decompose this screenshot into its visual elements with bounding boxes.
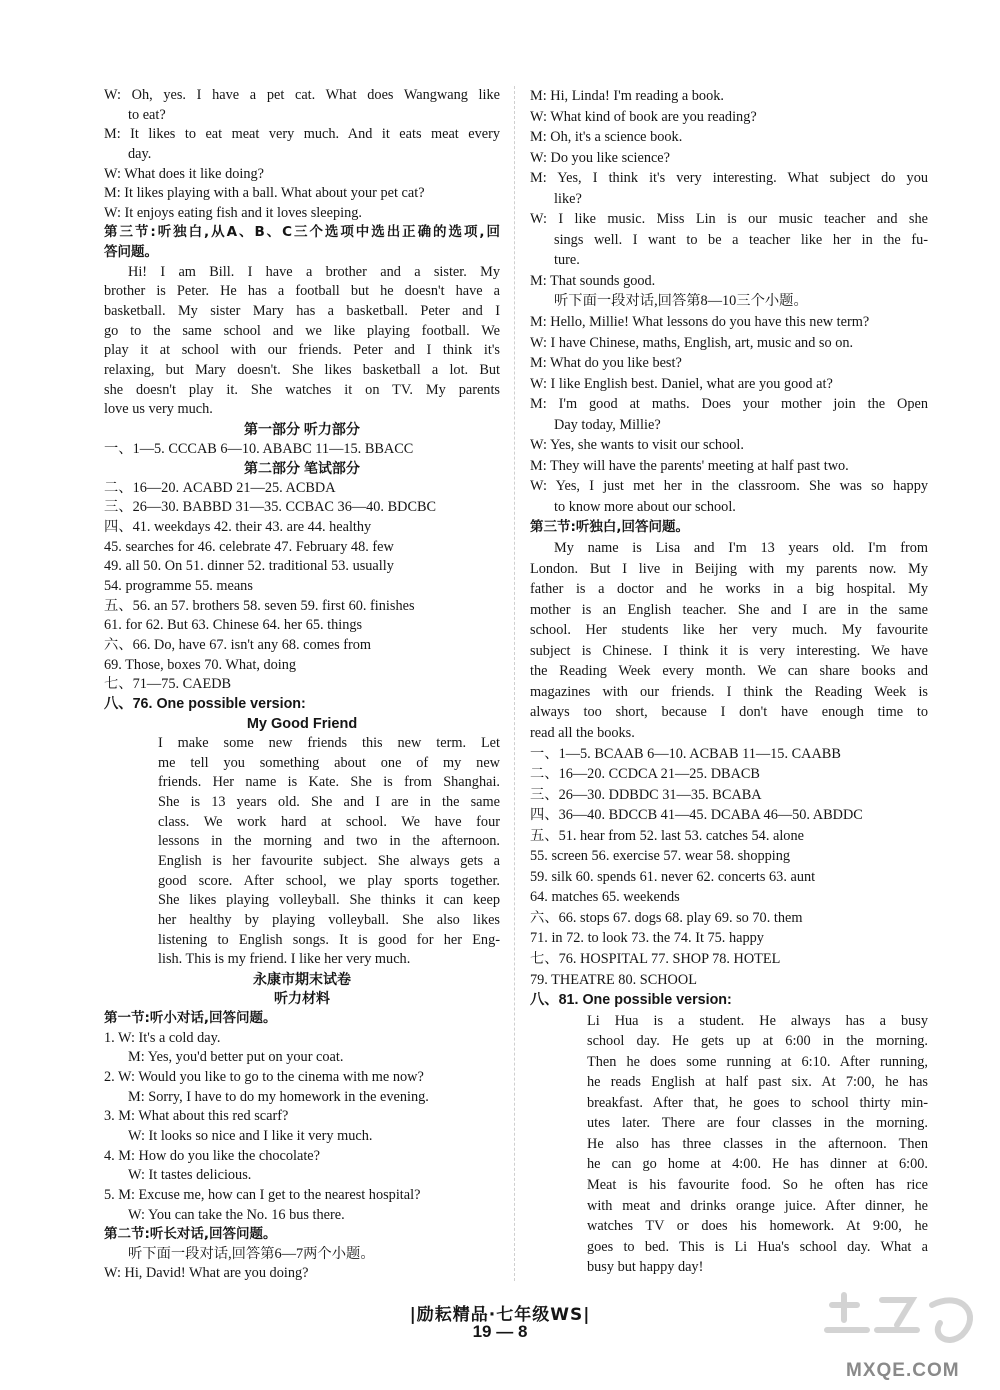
left-text-line: 听下面一段对话,回答第6—7两个小题。 <box>128 1245 375 1262</box>
right-text-line: W: Do you like science? <box>530 149 671 166</box>
right-text-line: Meat is his favourite food. So he often has rice <box>587 1176 928 1193</box>
left-text-line: brother is Peter. He has a football but he doesn't have a <box>104 283 500 300</box>
right-text-line: subject is Chinese. I think it is very interesting. We have <box>530 642 928 659</box>
left-text-line: 听力材料 <box>274 990 330 1007</box>
right-column <box>530 86 928 1278</box>
right-text-line: London. But I live in Beijing with my parents now. My <box>530 560 928 577</box>
left-text-line: She likes playing volleyball. She thinks it can keep <box>158 892 500 909</box>
left-text-line: 七、71—75. CAEDB <box>104 676 232 693</box>
left-column <box>104 86 500 1284</box>
left-text-line: her healthy by playing volleyball. She also likes <box>158 911 500 928</box>
left-text-line: 八、76. One possible version: <box>104 695 306 712</box>
left-text-line: Hi! I am Bill. I have a brother and a sister. My <box>128 263 500 280</box>
right-text-line: M: Oh, it's a science book. <box>530 129 683 146</box>
right-text-line: like? <box>554 190 582 207</box>
left-text-line: 1. W: It's a cold day. <box>104 1029 221 1046</box>
left-text-line: 永康市期末试卷 <box>253 970 351 987</box>
left-text-line: M: It likes playing with a ball. What about your pet cat? <box>104 185 425 202</box>
right-text-line: busy but happy day! <box>587 1259 704 1276</box>
left-text-line: lish. This is my friend. I like her very much. <box>158 951 411 968</box>
left-text-line: me tell you something about one of my new <box>158 754 500 771</box>
right-text-line: father is a doctor and he works in a big hospital. My <box>530 581 928 598</box>
right-text-line: 71. in 72. to look 73. the 74. It 75. happy <box>530 930 764 947</box>
left-text-line: 第一部分 听力部分 <box>244 420 360 437</box>
right-text-line: 四、36—40. BDCCB 41—45. DCABA 46—50. ABDDC <box>530 807 863 824</box>
column-divider <box>514 86 515 1281</box>
right-text-line: 五、51. hear from 52. last 53. catches 54. alone <box>530 827 804 844</box>
right-text-line: magazines with our friends. I think the Reading Week is <box>530 683 928 700</box>
right-text-line: M: Hello, Millie! What lessons do you have this new term? <box>530 314 870 331</box>
left-text-line: 5. M: Excuse me, how can I get to the nearest hospital? <box>104 1186 421 1203</box>
right-text-line: he reads English at half past six. At 7:00, he has <box>587 1074 928 1091</box>
left-text-line: She is 13 years old. She and I are in the same <box>158 794 500 811</box>
right-text-line: school day. He gets up at 6:00 in the morning. <box>587 1033 928 1050</box>
right-text-line: utes later. There are four classes in the morning. <box>587 1115 928 1132</box>
left-text-line: 第二节:听长对话,回答问题。 <box>104 1226 277 1243</box>
left-text-line: W: Oh, yes. I have a pet cat. What does Wangwang like <box>104 87 500 103</box>
right-text-line: goes to bed. This is Li Hua's school day. What a <box>587 1238 928 1255</box>
left-text-line: relaxing, but Mary doesn't. She likes basketball a lot. But <box>104 361 500 378</box>
left-text-line: 答问题。 <box>104 244 158 261</box>
right-text-line: Li Hua is a student. He always has a busy <box>587 1012 928 1029</box>
left-text-line: 61. for 62. But 63. Chinese 64. her 65. things <box>104 617 363 634</box>
left-text-line: 54. programme 55. means <box>104 578 253 595</box>
left-text-line: good score. After school, we play sports together. <box>158 872 500 889</box>
left-text-line: W: It looks so nice and I like it very much. <box>128 1127 373 1144</box>
right-text-line: sings well. I want to be a teacher like her in the fu- <box>554 231 928 248</box>
left-text-line: W: What does it like doing? <box>104 165 265 182</box>
right-text-line: W: What kind of book are you reading? <box>530 108 757 125</box>
right-text-line: W: I like music. Miss Lin is our music teacher and she <box>530 211 928 228</box>
right-text-line: 听下面一段对话,回答第8—10三个小题。 <box>554 293 808 310</box>
watermark-text: MXQE.COM <box>846 1360 960 1381</box>
left-text-line: 第二部分 笔试部分 <box>244 460 360 477</box>
right-text-line: 64. matches 65. weekends <box>530 889 680 906</box>
page-number: 19 — 8 <box>472 1322 528 1341</box>
right-text-line: Then he does some running at 6:10. After running, <box>587 1053 928 1070</box>
right-text-line: W: I like English best. Daniel, what are you good at? <box>530 375 833 392</box>
left-text-line: W: It tastes delicious. <box>128 1167 252 1184</box>
right-text-line: 一、1—5. BCAAB 6—10. ACBAB 11—15. CAABB <box>530 745 841 762</box>
right-text-line: W: I have Chinese, maths, English, art, music and so on. <box>530 334 854 351</box>
right-text-line: with meat and drinks orange juice. After dinner, he <box>587 1197 928 1214</box>
left-text-line: listening to English songs. It is good for her Eng- <box>158 931 500 948</box>
left-text-line: W: Hi, David! What are you doing? <box>104 1265 309 1282</box>
left-text-line: she doesn't play it. She watches it on TV. My parents <box>104 381 500 398</box>
left-text-line: M: Yes, you'd better put on your coat. <box>128 1049 344 1066</box>
right-text-line: Day today, Millie? <box>554 416 661 433</box>
right-text-line: M: Yes, I think it's very interesting. What subject do you <box>530 170 928 187</box>
right-text-line: school. Her students like her very much. My favourite <box>530 622 928 639</box>
right-text-line: W: Yes, I just met her in the classroom. She was so happy <box>530 478 928 495</box>
right-text-line: always too short, because I don't have enough time to <box>530 704 928 721</box>
left-text-line: M: It likes to eat meat very much. And it eats meat every <box>104 126 500 143</box>
right-text-line: W: Yes, she wants to visit our school. <box>530 437 744 454</box>
right-text-line: 三、26—30. DDBDC 31—35. BCABA <box>530 786 762 803</box>
left-text-line: 45. searches for 46. celebrate 47. February 48. few <box>104 538 394 555</box>
left-text-line: friends. Her name is Kate. She is from Shanghai. <box>158 774 500 791</box>
right-text-line: 七、76. HOSPITAL 77. SHOP 78. HOTEL <box>530 950 781 967</box>
left-text-line: class. We work hard at school. We have four <box>158 813 500 830</box>
right-text-line: 二、16—20. CCDCA 21—25. DBACB <box>530 766 760 783</box>
left-text-line: 五、56. an 57. brothers 58. seven 59. first 60. finishes <box>104 597 415 614</box>
right-text-line: My name is Lisa and I'm 13 years old. I'm from <box>554 540 928 557</box>
left-text-line: 二、16—20. ACABD 21—25. ACBDA <box>104 479 336 496</box>
right-text-line: he can go home at 4:00. He has dinner at 6:00. <box>587 1156 928 1173</box>
left-text-line: basketball. My sister Mary has a basketball. Peter and I <box>104 303 500 320</box>
right-text-line: 八、81. One possible version: <box>530 992 732 1009</box>
left-text-line: 2. W: Would you like to go to the cinema with me now? <box>104 1069 424 1086</box>
left-text-line: 第一节:听小对话,回答问题。 <box>104 1010 277 1027</box>
right-text-line: 六、66. stops 67. dogs 68. play 69. so 70. them <box>530 909 803 926</box>
right-text-line: He also has three classes in the afternoon. Then <box>587 1135 928 1152</box>
right-text-line: M: What do you like best? <box>530 355 682 372</box>
left-text-line: I make some new friends this new term. Let <box>158 735 500 752</box>
right-text-line: M: They will have the parents' meeting at half past two. <box>530 457 849 474</box>
left-text-line: English is her favourite subject. She always gets a <box>158 852 500 869</box>
right-text-line: M: That sounds good. <box>530 272 656 289</box>
left-text-line: W: You can take the No. 16 bus there. <box>128 1206 345 1223</box>
left-text-line: 四、41. weekdays 42. their 43. are 44. healthy <box>104 519 372 536</box>
left-text-line: 一、1—5. CCCAB 6—10. ABABC 11—15. BBACC <box>104 440 414 457</box>
left-text-line: 4. M: How do you like the chocolate? <box>104 1147 320 1164</box>
right-text-line: to know more about our school. <box>554 498 736 515</box>
left-text-line: 三、26—30. BABBD 31—35. CCBAC 36—40. BDCBC <box>104 499 437 516</box>
footer-book-title: |励耘精品·七年级WS| <box>409 1305 591 1325</box>
right-text-line: read all the books. <box>530 724 635 741</box>
left-text-line: to eat? <box>128 106 166 123</box>
right-text-line: watches TV or does his homework. At 9:00, he <box>587 1218 928 1235</box>
right-text-line: M: Hi, Linda! I'm reading a book. <box>530 88 724 104</box>
right-text-line: ture. <box>554 252 580 269</box>
right-text-line: breakfast. After that, he goes to school thirty min- <box>587 1094 928 1111</box>
left-text-line: 第三节:听独白,从A、B、C三个选项中选出正确的选项,回 <box>104 224 500 241</box>
left-text-line: lessons in the morning and two in the afternoon. <box>158 833 500 850</box>
left-text-line: go to the same school and we like playing football. We <box>104 322 500 339</box>
left-text-line: day. <box>128 145 152 162</box>
left-text-line: M: Sorry, I have to do my homework in the evening. <box>128 1088 429 1105</box>
right-text-line: M: I'm good at maths. Does your mother join the Open <box>530 396 928 413</box>
left-text-line: 69. Those, boxes 70. What, doing <box>104 656 297 673</box>
left-text-line: W: It enjoys eating fish and it loves sleeping. <box>104 204 362 221</box>
left-text-line: My Good Friend <box>246 715 358 732</box>
right-text-line: the Reading Week every month. We can share books and <box>530 663 928 680</box>
right-text-line: 第三节:听独白,回答问题。 <box>530 519 690 536</box>
right-text-line: mother is an English teacher. She and I are in the same <box>530 601 928 618</box>
left-text-line: 49. all 50. On 51. dinner 52. traditional 53. usually <box>104 558 394 575</box>
left-text-line: love us very much. <box>104 401 213 418</box>
right-text-line: 79. THEATRE 80. SCHOOL <box>530 971 697 988</box>
left-text-line: 3. M: What about this red scarf? <box>104 1108 289 1125</box>
right-text-line: 55. screen 56. exercise 57. wear 58. shopping <box>530 848 791 865</box>
left-text-line: play it at school with our friends. Peter and I think it's <box>104 342 500 359</box>
left-text-line: 六、66. Do, have 67. isn't any 68. comes from <box>104 636 372 653</box>
right-text-line: 59. silk 60. spends 61. never 62. concerts 63. aunt <box>530 868 816 885</box>
